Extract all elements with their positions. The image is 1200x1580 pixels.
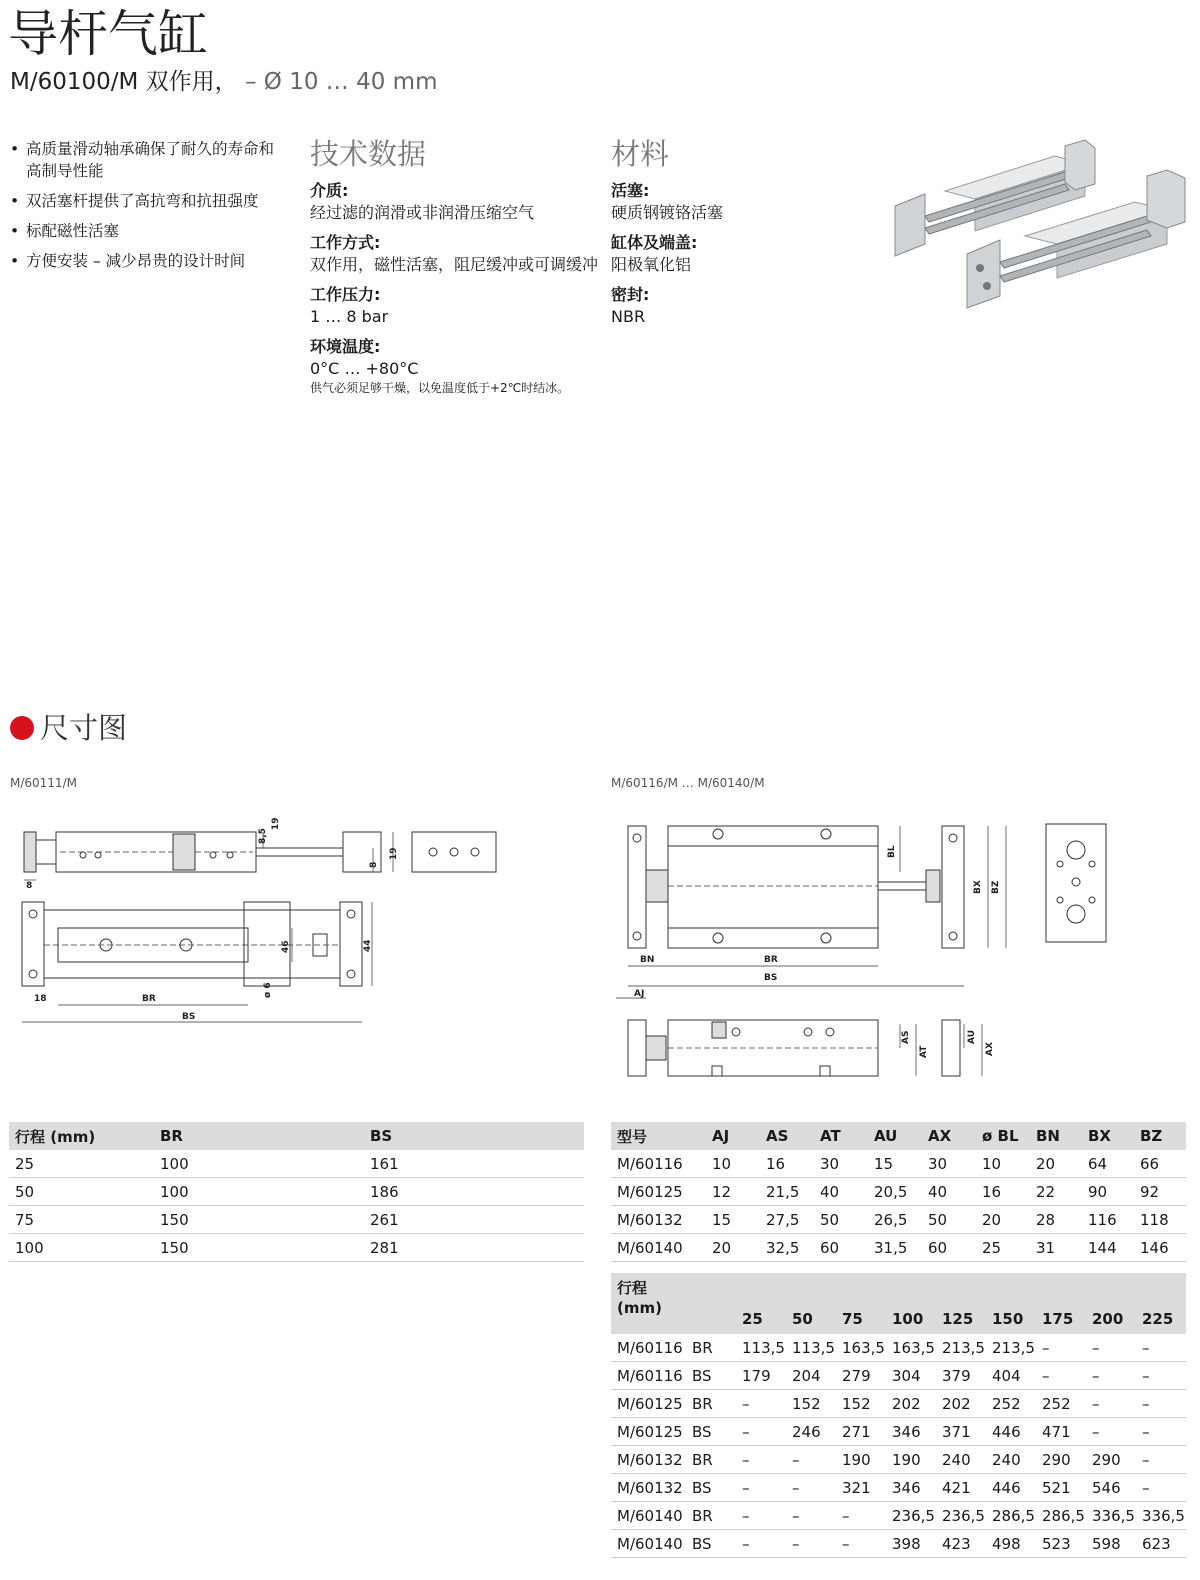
table-cell: 290	[1086, 1446, 1136, 1474]
table-row	[611, 1418, 1186, 1446]
table-cell: –	[736, 1390, 786, 1418]
table-cell: 163,5	[886, 1334, 936, 1362]
table-cell: 521	[1036, 1474, 1086, 1502]
table-cell: 286,5	[1036, 1502, 1086, 1530]
spec-value: 硬质钢镀铬活塞	[611, 203, 724, 222]
stroke-header-line1: 行程	[617, 1279, 648, 1297]
feature-item: • 方便安装 – 减少昂贵的设计时间	[10, 250, 280, 272]
table-cell: 202	[886, 1390, 936, 1418]
dim-label: AX	[985, 1042, 995, 1056]
spec-label: 密封:	[611, 285, 650, 304]
feature-item: • 标配磁性活塞	[10, 220, 280, 242]
table-cell: –	[1136, 1334, 1186, 1362]
table-cell: 398	[886, 1530, 936, 1558]
table-cell: 40	[922, 1178, 976, 1206]
product-image	[885, 136, 1190, 316]
dim-label: 19	[271, 817, 281, 830]
table-cell: 371	[936, 1418, 986, 1446]
table-cell: 50	[922, 1206, 976, 1234]
dim-label: 8,5	[258, 828, 268, 844]
materials-heading: 材料	[611, 137, 670, 171]
table-cell: 100	[9, 1234, 154, 1262]
table-cell: M/60140	[611, 1502, 686, 1530]
table-cell: 279	[836, 1362, 886, 1390]
spec-value: NBR	[611, 307, 646, 326]
table-cell: –	[836, 1502, 886, 1530]
table-cell: 546	[1086, 1474, 1136, 1502]
drawing-m60116-m60140	[608, 810, 1123, 1085]
table-cell: 336,5	[1086, 1502, 1136, 1530]
table-cell: 30	[814, 1150, 868, 1178]
feature-list	[10, 138, 280, 280]
feature-item: • 双活塞杆提供了高抗弯和抗扭强度	[10, 190, 280, 212]
table-cell: –	[786, 1474, 836, 1502]
table-cell: 100	[154, 1150, 364, 1178]
column-header: AX	[922, 1122, 976, 1150]
table-cell: 20	[706, 1234, 760, 1262]
table-cell: 152	[786, 1390, 836, 1418]
table-cell: M/60125	[611, 1390, 686, 1418]
column-header: AT	[814, 1122, 868, 1150]
dim-label: AT	[919, 1045, 929, 1058]
table-row	[611, 1530, 1186, 1558]
table-cell: 64	[1082, 1150, 1134, 1178]
table-cell: M/60125	[611, 1418, 686, 1446]
spec-label: 工作方式:	[310, 233, 381, 252]
table-cell: 144	[1082, 1234, 1134, 1262]
column-header: BR	[154, 1122, 364, 1150]
table-cell: –	[1136, 1362, 1186, 1390]
table-row	[611, 1474, 1186, 1502]
column-header: ø BL	[976, 1122, 1030, 1150]
dimension-table-models	[611, 1122, 1186, 1262]
dim-label: 8	[26, 881, 33, 891]
table-cell: M/60116	[611, 1362, 686, 1390]
table-cell: 179	[736, 1362, 786, 1390]
table-cell: 40	[814, 1178, 868, 1206]
table-cell: –	[1086, 1362, 1136, 1390]
column-header: 200	[1086, 1273, 1136, 1334]
stroke-header-line2: (mm)	[617, 1299, 662, 1317]
subtitle-model: M/60100/M 双作用，	[10, 69, 238, 95]
feature-item: • 高质量滑动轴承确保了耐久的寿命和高制导性能	[10, 138, 280, 182]
table-cell: 423	[936, 1530, 986, 1558]
table-row	[611, 1502, 1186, 1530]
column-header: AU	[868, 1122, 922, 1150]
table-cell: 498	[986, 1530, 1036, 1558]
column-header: 行程 (mm)	[9, 1122, 154, 1150]
table-cell: 31	[1030, 1234, 1082, 1262]
table-cell: 15	[868, 1150, 922, 1178]
table-cell: –	[1136, 1390, 1186, 1418]
column-header: 75	[836, 1273, 886, 1334]
table-cell: 213,5	[986, 1334, 1036, 1362]
dim-label: 46	[281, 940, 291, 953]
table-cell: M/60116	[611, 1150, 706, 1178]
table-cell: BS	[686, 1362, 736, 1390]
table-cell: 113,5	[736, 1334, 786, 1362]
table-cell: 113,5	[786, 1334, 836, 1362]
table-cell: 252	[1036, 1390, 1086, 1418]
table-cell: 421	[936, 1474, 986, 1502]
spec-value: 经过滤的润滑或非润滑压缩空气	[310, 203, 535, 222]
table-cell: 12	[706, 1178, 760, 1206]
table-cell: 346	[886, 1474, 936, 1502]
table-cell: 22	[1030, 1178, 1082, 1206]
dim-label: AU	[967, 1030, 977, 1044]
table-cell: 75	[9, 1206, 154, 1234]
tech-data-section	[310, 136, 600, 396]
table-cell: 118	[1134, 1206, 1186, 1234]
table-cell: 321	[836, 1474, 886, 1502]
column-header: AS	[760, 1122, 814, 1150]
table-cell: 92	[1134, 1178, 1186, 1206]
table-cell: 281	[364, 1234, 584, 1262]
table-cell: 16	[976, 1178, 1030, 1206]
table-cell: 28	[1030, 1206, 1082, 1234]
table-cell: 100	[154, 1178, 364, 1206]
spec-label: 缸体及端盖:	[611, 233, 698, 252]
table-cell: 163,5	[836, 1334, 886, 1362]
table-cell: 90	[1082, 1178, 1134, 1206]
table-cell: 190	[886, 1446, 936, 1474]
table-cell: 50	[814, 1206, 868, 1234]
table-cell: 161	[364, 1150, 584, 1178]
table-cell: –	[1036, 1362, 1086, 1390]
column-header: 100	[886, 1273, 936, 1334]
dim-label: BX	[973, 880, 983, 894]
table-cell: 16	[760, 1150, 814, 1178]
dim-label: 44	[363, 939, 373, 952]
table-cell: 50	[9, 1178, 154, 1206]
table-cell: 213,5	[936, 1334, 986, 1362]
table-cell: 261	[364, 1206, 584, 1234]
left-drawing-caption: M/60111/M	[10, 776, 77, 790]
table-row	[611, 1178, 1186, 1206]
column-header: 25	[736, 1273, 786, 1334]
table-cell: M/60132	[611, 1474, 686, 1502]
table-cell: 240	[986, 1446, 1036, 1474]
column-header: 125	[936, 1273, 986, 1334]
table-cell: –	[1136, 1474, 1186, 1502]
spec-label: 工作压力:	[310, 285, 381, 304]
table-cell: 290	[1036, 1446, 1086, 1474]
table-cell: M/60140	[611, 1234, 706, 1262]
table-cell: 10	[706, 1150, 760, 1178]
table-cell: 252	[986, 1390, 1036, 1418]
table-row	[9, 1150, 584, 1178]
table-cell: 10	[976, 1150, 1030, 1178]
dim-label: BZ	[991, 880, 1001, 894]
table-cell: 623	[1136, 1530, 1186, 1558]
table-cell: 32,5	[760, 1234, 814, 1262]
table-cell: –	[736, 1530, 786, 1558]
table-cell: 346	[886, 1418, 936, 1446]
table-row	[9, 1234, 584, 1262]
table-cell: 379	[936, 1362, 986, 1390]
column-header: 型号	[611, 1122, 706, 1150]
column-header: 175	[1036, 1273, 1086, 1334]
table-row	[611, 1334, 1186, 1362]
table-cell: BS	[686, 1418, 736, 1446]
column-header: BS	[364, 1122, 584, 1150]
materials-section	[611, 136, 871, 328]
dim-label: BR	[142, 994, 156, 1004]
table-cell: BR	[686, 1390, 736, 1418]
spec-value: 双作用，磁性活塞，阻尼缓冲或可调缓冲	[310, 255, 599, 274]
stroke-table-models	[611, 1273, 1186, 1558]
subtitle-range: – Ø 10 … 40 mm	[237, 69, 438, 95]
table-cell: BR	[686, 1334, 736, 1362]
dimensions-heading-text: 尺寸图	[40, 711, 128, 745]
table-cell: M/60116	[611, 1334, 686, 1362]
table-cell: 404	[986, 1362, 1036, 1390]
table-cell: BR	[686, 1446, 736, 1474]
table-cell: –	[1086, 1334, 1136, 1362]
spec-label: 活塞:	[611, 181, 650, 200]
column-header: BZ	[1134, 1122, 1186, 1150]
table-cell: 20,5	[868, 1178, 922, 1206]
table-cell: 240	[936, 1446, 986, 1474]
dim-label: AJ	[634, 989, 645, 999]
dimensions-heading	[10, 708, 127, 748]
spec-value: 0°C … +80°C	[310, 359, 419, 378]
table-cell: 20	[976, 1206, 1030, 1234]
table-cell: 150	[154, 1234, 364, 1262]
column-header: 225	[1136, 1273, 1186, 1334]
table-cell: 471	[1036, 1418, 1086, 1446]
table-cell: 446	[986, 1474, 1036, 1502]
table-cell: –	[786, 1502, 836, 1530]
table-cell: –	[1086, 1418, 1136, 1446]
table-cell: –	[1136, 1446, 1186, 1474]
table-cell: 30	[922, 1150, 976, 1178]
column-header: 150	[986, 1273, 1036, 1334]
dim-label: ø 6	[263, 982, 273, 998]
table-row	[611, 1446, 1186, 1474]
table-cell: 66	[1134, 1150, 1186, 1178]
table-row	[9, 1206, 584, 1234]
table-cell: 236,5	[886, 1502, 936, 1530]
table-cell: M/60132	[611, 1446, 686, 1474]
table-cell: 25	[9, 1150, 154, 1178]
table-cell: 246	[786, 1418, 836, 1446]
table-row	[611, 1390, 1186, 1418]
spec-label: 介质:	[310, 181, 349, 200]
table-cell: 31,5	[868, 1234, 922, 1262]
dim-label: BS	[182, 1012, 196, 1022]
table-cell: 446	[986, 1418, 1036, 1446]
stroke-header-label	[611, 1273, 686, 1334]
table-cell: –	[1086, 1390, 1136, 1418]
table-cell: –	[736, 1418, 786, 1446]
column-header: 50	[786, 1273, 836, 1334]
table-row	[611, 1234, 1186, 1262]
table-cell: 26,5	[868, 1206, 922, 1234]
dim-label: 8	[369, 861, 379, 868]
spec-note: 供气必须足够干燥，以免温度低于+2℃时结冰。	[310, 381, 570, 395]
column-header: AJ	[706, 1122, 760, 1150]
table-cell: 21,5	[760, 1178, 814, 1206]
table-cell: BS	[686, 1474, 736, 1502]
table-row	[9, 1178, 584, 1206]
dim-label: BR	[764, 955, 778, 965]
table-cell: 304	[886, 1362, 936, 1390]
spec-label: 环境温度:	[310, 337, 381, 356]
table-cell: 150	[154, 1206, 364, 1234]
table-cell: 60	[814, 1234, 868, 1262]
dim-label: BS	[764, 973, 778, 983]
table-row	[611, 1150, 1186, 1178]
table-row	[611, 1206, 1186, 1234]
right-drawing-caption: M/60116/M … M/60140/M	[611, 776, 765, 790]
drawing-m60111	[8, 810, 508, 1035]
spec-value: 阳极氧化铝	[611, 255, 692, 274]
table-cell: 27,5	[760, 1206, 814, 1234]
table-cell: M/60140	[611, 1530, 686, 1558]
table-row	[611, 1362, 1186, 1390]
table-cell: 523	[1036, 1530, 1086, 1558]
red-dot-icon	[10, 716, 34, 740]
table-cell: 336,5	[1136, 1502, 1186, 1530]
table-cell: 116	[1082, 1206, 1134, 1234]
table-cell: 60	[922, 1234, 976, 1262]
table-cell: –	[786, 1446, 836, 1474]
table-cell: M/60125	[611, 1178, 706, 1206]
column-header: BX	[1082, 1122, 1134, 1150]
table-cell: –	[836, 1530, 886, 1558]
table-cell: 190	[836, 1446, 886, 1474]
page-subtitle	[10, 66, 437, 98]
table-cell: 271	[836, 1418, 886, 1446]
table-cell: –	[736, 1474, 786, 1502]
dim-label: BN	[640, 955, 655, 965]
table-cell: 25	[976, 1234, 1030, 1262]
dim-label: 18	[34, 994, 47, 1004]
stroke-table-m60111	[9, 1122, 584, 1262]
table-cell: –	[736, 1502, 786, 1530]
dim-label: 19	[389, 847, 399, 860]
spec-value: 1 … 8 bar	[310, 307, 389, 326]
dim-label: AS	[901, 1030, 911, 1044]
column-header: BN	[1030, 1122, 1082, 1150]
table-cell: –	[786, 1530, 836, 1558]
table-cell: –	[1136, 1418, 1186, 1446]
table-cell: –	[736, 1446, 786, 1474]
table-cell: 152	[836, 1390, 886, 1418]
table-cell: 204	[786, 1362, 836, 1390]
table-cell: BR	[686, 1502, 736, 1530]
table-cell: 186	[364, 1178, 584, 1206]
dim-label: BL	[887, 845, 897, 858]
table-cell: 598	[1086, 1530, 1136, 1558]
table-cell: M/60132	[611, 1206, 706, 1234]
table-cell: –	[1036, 1334, 1086, 1362]
column-header	[686, 1273, 736, 1334]
page-title: 导杆气缸	[8, 5, 208, 63]
table-cell: 15	[706, 1206, 760, 1234]
table-cell: 202	[936, 1390, 986, 1418]
table-cell: BS	[686, 1530, 736, 1558]
table-cell: 236,5	[936, 1502, 986, 1530]
table-cell: 146	[1134, 1234, 1186, 1262]
table-cell: 20	[1030, 1150, 1082, 1178]
table-cell: 286,5	[986, 1502, 1036, 1530]
tech-data-heading: 技术数据	[310, 137, 427, 171]
